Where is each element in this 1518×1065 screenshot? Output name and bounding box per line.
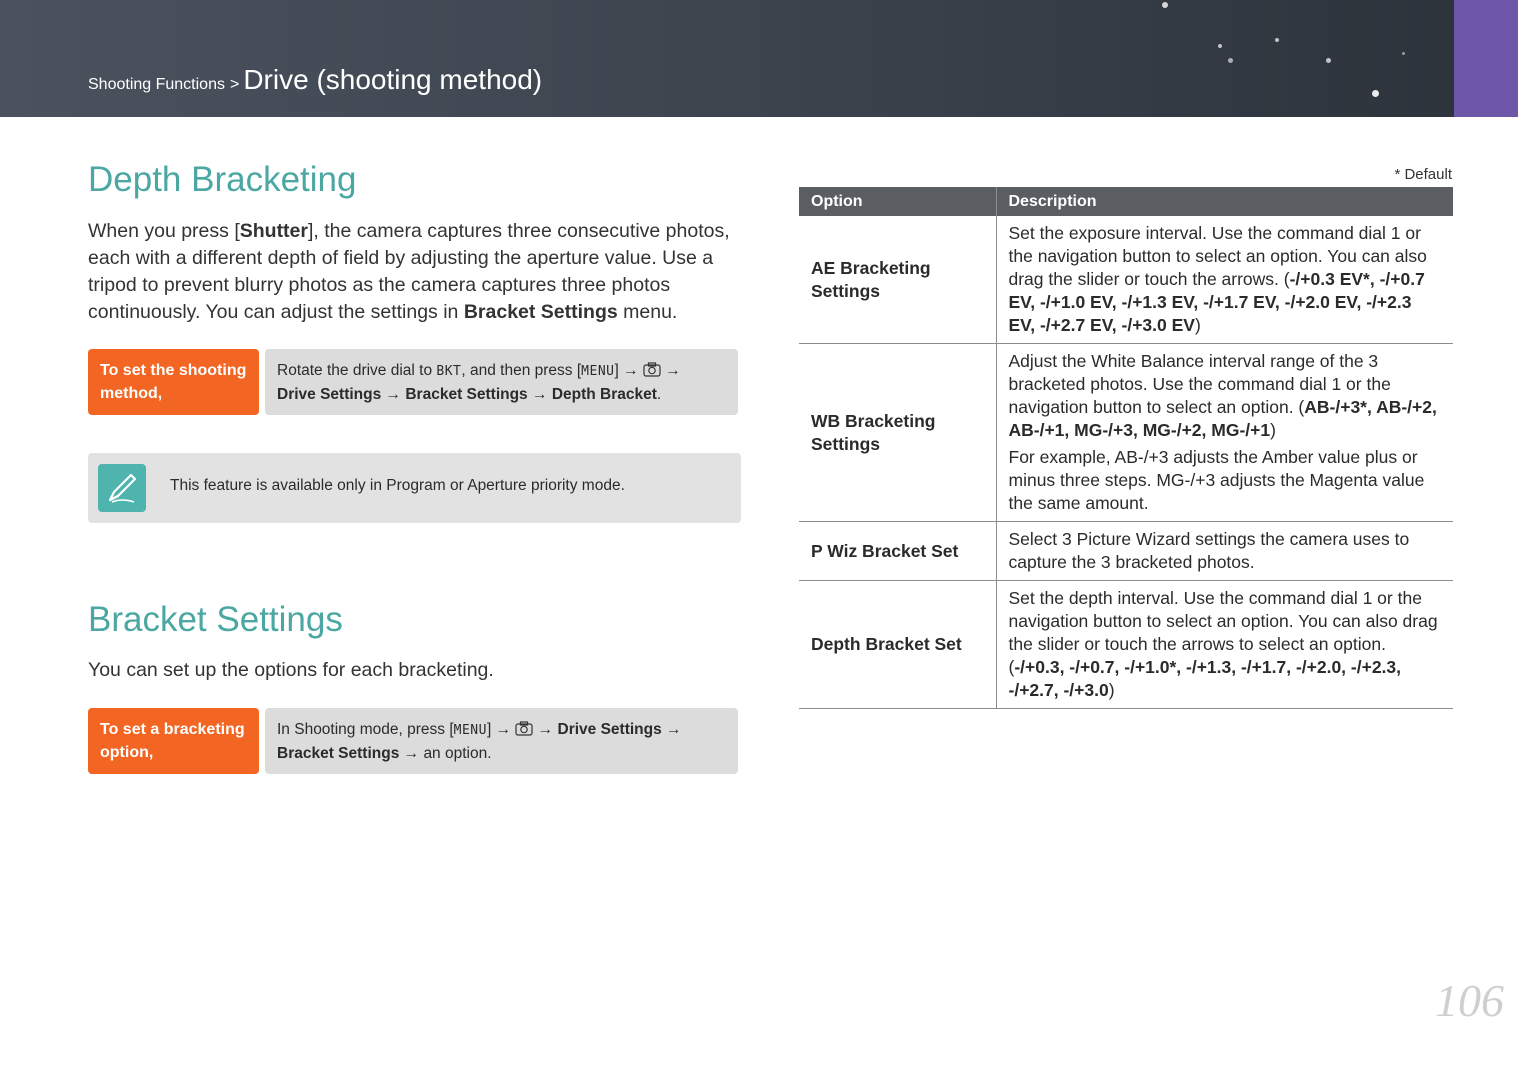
step-text: →: [660, 362, 681, 379]
pencil-note-icon: [98, 464, 146, 512]
description-text: Adjust the White Balance interval range of the 3 bracketed photos. Use the command dial 1 or the navigation button to select an option. (: [1008, 351, 1391, 417]
sparkle-decoration: [1402, 52, 1405, 55]
option-values: AB-/+3*, AB-/+2, AB-/+1, MG-/+3, MG-/+2, MG-/+1: [1008, 397, 1437, 440]
step-arrow: →: [381, 386, 406, 403]
option-name: Depth Bracket Set: [799, 581, 996, 709]
breadcrumb-parent: Shooting Functions: [88, 76, 225, 93]
option-name: P Wiz Bracket Set: [799, 522, 996, 581]
step-arrow: →: [527, 386, 552, 403]
option-description: [996, 344, 1453, 522]
step-text: .: [656, 386, 662, 403]
option-description: [996, 581, 1453, 709]
chapter-tab: [1454, 0, 1518, 117]
breadcrumb-current: Drive (shooting method): [243, 64, 543, 95]
drive-settings-ref: Drive Settings: [277, 386, 382, 403]
option-name: AE Bracketing Settings: [799, 216, 996, 344]
description-text: Set the exposure interval. Use the command dial 1 or the navigation button to select an option. You can also drag the slider or touch the arrows. (: [1008, 223, 1427, 289]
camera-icon: [643, 362, 661, 377]
column-header-description: Description: [996, 187, 1453, 216]
note-box: [88, 453, 741, 523]
step-text: ] →: [614, 362, 643, 379]
description-text: ): [1270, 420, 1276, 440]
option-values: -/+0.3, -/+0.7, -/+1.0*, -/+1.3, -/+1.7, -/+2.0, -/+2.3, -/+2.7, -/+3.0: [1008, 657, 1402, 700]
intro-text: ], the camera captures three consecutive photos, each with a different depth of field by adjusting the aperture value. Use a tripod to prevent blurry photos as the camera captures three photos continuously. You can adjust the settings in: [88, 220, 730, 323]
description-paragraph: [1009, 350, 1442, 442]
sparkle-decoration: [1372, 90, 1379, 97]
breadcrumb: [88, 64, 542, 96]
section-title-bracket-settings: Bracket Settings: [88, 600, 343, 639]
shutter-key: Shutter: [239, 220, 308, 242]
table-row: [799, 216, 1453, 344]
page-number: 106: [1435, 975, 1504, 1026]
bracket-settings-ref: Bracket Settings: [405, 386, 528, 403]
menu-button-glyph: MENU: [453, 723, 487, 738]
description-text: ): [1194, 315, 1201, 335]
step-set-shooting-method: [88, 349, 738, 415]
camera-icon: [515, 721, 533, 736]
option-values: -/+0.3 EV*, -/+0.7 EV, -/+1.0 EV, -/+1.3 EV, -/+1.7 EV, -/+2.0 EV, -/+2.3 EV, -/+2.7 EV, -/+3.0 EV: [1008, 269, 1425, 335]
breadcrumb-separator: >: [229, 76, 240, 93]
depth-bracket-ref: Depth Bracket: [551, 386, 657, 403]
sparkle-decoration: [1228, 58, 1233, 63]
table-header-row: [799, 187, 1453, 216]
description-text: ): [1108, 680, 1115, 700]
option-description: Select 3 Picture Wizard settings the camera uses to capture the 3 bracketed photos.: [996, 522, 1453, 581]
step-text: Rotate the drive dial to: [277, 362, 437, 379]
description-paragraph: For example, AB-/+3 adjusts the Amber value plus or minus three steps. MG-/+3 adjusts the Magenta value the same amount.: [1008, 447, 1425, 513]
step-label: To set a bracketing option,: [88, 708, 259, 774]
bracket-settings-intro: You can set up the options for each bracketing.: [88, 659, 494, 681]
sparkle-decoration: [1162, 2, 1168, 8]
drive-settings-ref: Drive Settings: [557, 721, 662, 738]
sparkle-decoration: [1275, 38, 1279, 42]
default-note: * Default: [1394, 166, 1452, 183]
column-header-option: Option: [799, 187, 996, 216]
step-text: In Shooting mode, press [: [277, 721, 454, 738]
bracket-settings-menu-ref: Bracket Settings: [463, 301, 618, 323]
depth-bracketing-intro: [88, 218, 738, 326]
sparkle-decoration: [1326, 58, 1331, 63]
option-name: WB Bracketing Settings: [799, 344, 996, 522]
section-title-depth-bracketing: Depth Bracketing: [88, 160, 357, 199]
step-set-bracketing-option: [88, 708, 738, 774]
step-label: To set the shooting method,: [88, 349, 259, 415]
page-header: [0, 0, 1518, 117]
bracket-settings-ref: Bracket Settings: [277, 745, 400, 762]
note-text: This feature is available only in Program or Aperture priority mode.: [170, 477, 625, 494]
step-text: →: [533, 721, 558, 738]
step-instructions: [265, 349, 738, 415]
step-instructions: [265, 708, 738, 774]
menu-button-glyph: MENU: [581, 364, 615, 379]
step-text: → an option.: [399, 745, 492, 762]
step-text: , and then press [: [461, 362, 582, 379]
bracket-options-table: [799, 187, 1453, 709]
bkt-glyph: BKT: [436, 364, 462, 379]
step-text: ] →: [486, 721, 516, 738]
intro-text: When you press [: [88, 220, 240, 242]
intro-text: menu.: [617, 301, 678, 323]
sparkle-decoration: [1218, 44, 1222, 48]
table-row: [799, 581, 1453, 709]
option-description: [996, 216, 1453, 344]
table-row: [799, 522, 1453, 581]
description-text: Set the depth interval. Use the command dial 1 or the navigation button to select an option. You can also drag the slider or touch the arrows to select an option. (: [1008, 588, 1438, 677]
step-arrow: →: [661, 721, 682, 738]
table-row: [799, 344, 1453, 522]
